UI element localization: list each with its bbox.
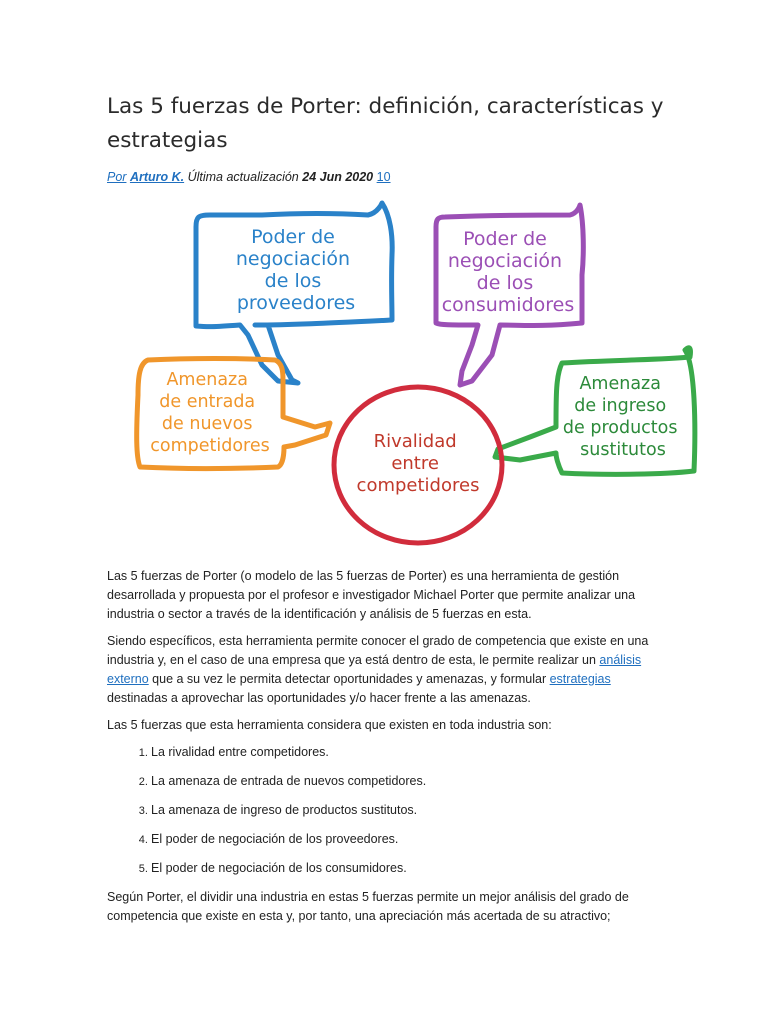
tl-line-2: negociación [235,248,351,270]
list-item: 1. La rivalidad entre competidores. [151,743,667,762]
tr-line-4: consumidores [441,294,575,316]
list-item: 4. El poder de negociación de los proveedores. [151,830,667,849]
r-line-1: Amenaza [579,374,661,394]
l-line-4: competidores [150,436,270,456]
center-rivalry-circle [334,387,502,543]
tl-line-1: Poder de [251,226,335,248]
l-line-1: Amenaza [166,370,248,390]
author-link[interactable]: Arturo K. [129,170,185,184]
l-line-3: de nuevos [161,414,253,434]
updated-label: Última actualización [187,170,299,184]
porter-five-forces-diagram [100,195,700,550]
list-item: 2. La amenaza de entrada de nuevos competidores. [151,772,667,791]
r-line-3: de productos [562,418,678,438]
svg-text:Rivalidad entre [357,431,480,496]
c-line-2: entre [391,453,439,474]
bubble-new-entrants [137,359,330,469]
r-line-4: sustitutos [580,440,666,460]
tr-line-2: negociación [447,250,563,272]
p2-text-c: destinadas a aprovechar las oportunidades y/o hacer frente a las amenazas. [107,691,531,705]
paragraph-intro: Las 5 fuerzas de Porter (o modelo de las 5 fuerzas de Porter) es una herramienta de gestión desarrollada y propuesta por el profesor e investigador Michael Porter que permite analizar una industria o sector a través de la identificación y análisis de 5 fuerzas en esta. [107,569,636,621]
paragraph-porter: Según Porter, el dividir una industria en estas 5 fuerzas permite un mejor análisis del grado de competencia que existe en esta y, por tanto, una apreciación más acertada de su atractivo; [107,890,629,923]
list-item: 5. El poder de negociación de los consumidores. [151,859,667,878]
strategies-link[interactable]: estrategias [549,672,611,686]
list-item: 3. La amenaza de ingreso de productos sustitutos. [151,801,667,820]
svg-text:Amenaza de ingreso [563,374,683,460]
bubble-consumers [436,205,583,385]
c-line-1: Rivalidad [373,431,457,452]
r-line-2: de ingreso [574,396,667,416]
tr-line-1: Poder de [463,228,547,250]
l-line-2: de entrada [159,392,256,412]
paragraph-list-intro: Las 5 fuerzas que esta herramienta considera que existen en toda industria son: [107,718,552,732]
bubble-substitutes [495,348,695,475]
byline [107,170,391,184]
paragraph-specifics [107,632,667,708]
by-link[interactable]: Por [107,170,127,184]
tl-line-3: de los [264,270,322,292]
external-analysis-link[interactable]: análisis externo [107,653,642,686]
svg-text:Poder de negociación [236,226,356,314]
article-body [107,567,667,934]
tr-line-3: de los [476,272,534,294]
p2-text-a: Siendo específicos, esta herramienta permite conocer el grado de competencia que existe en una industria y, en el caso de una empresa que ya está dentro de esta, le permite realizar un [107,634,649,667]
svg-text:Amenaza de entrada [150,370,269,456]
comments-count-link[interactable]: 10 [376,170,391,184]
forces-list [107,743,667,878]
updated-date: 24 Jun 2020 [302,170,374,184]
page-title: Las 5 fuerzas de Porter: definición, características y estrategias [107,94,664,153]
svg-text:Poder de negociación [442,228,575,316]
tl-line-4: proveedores [236,292,356,314]
p2-text-b: que a su vez le permita detectar oportunidades y amenazas, y formular [148,672,550,686]
c-line-3: competidores [356,475,480,496]
